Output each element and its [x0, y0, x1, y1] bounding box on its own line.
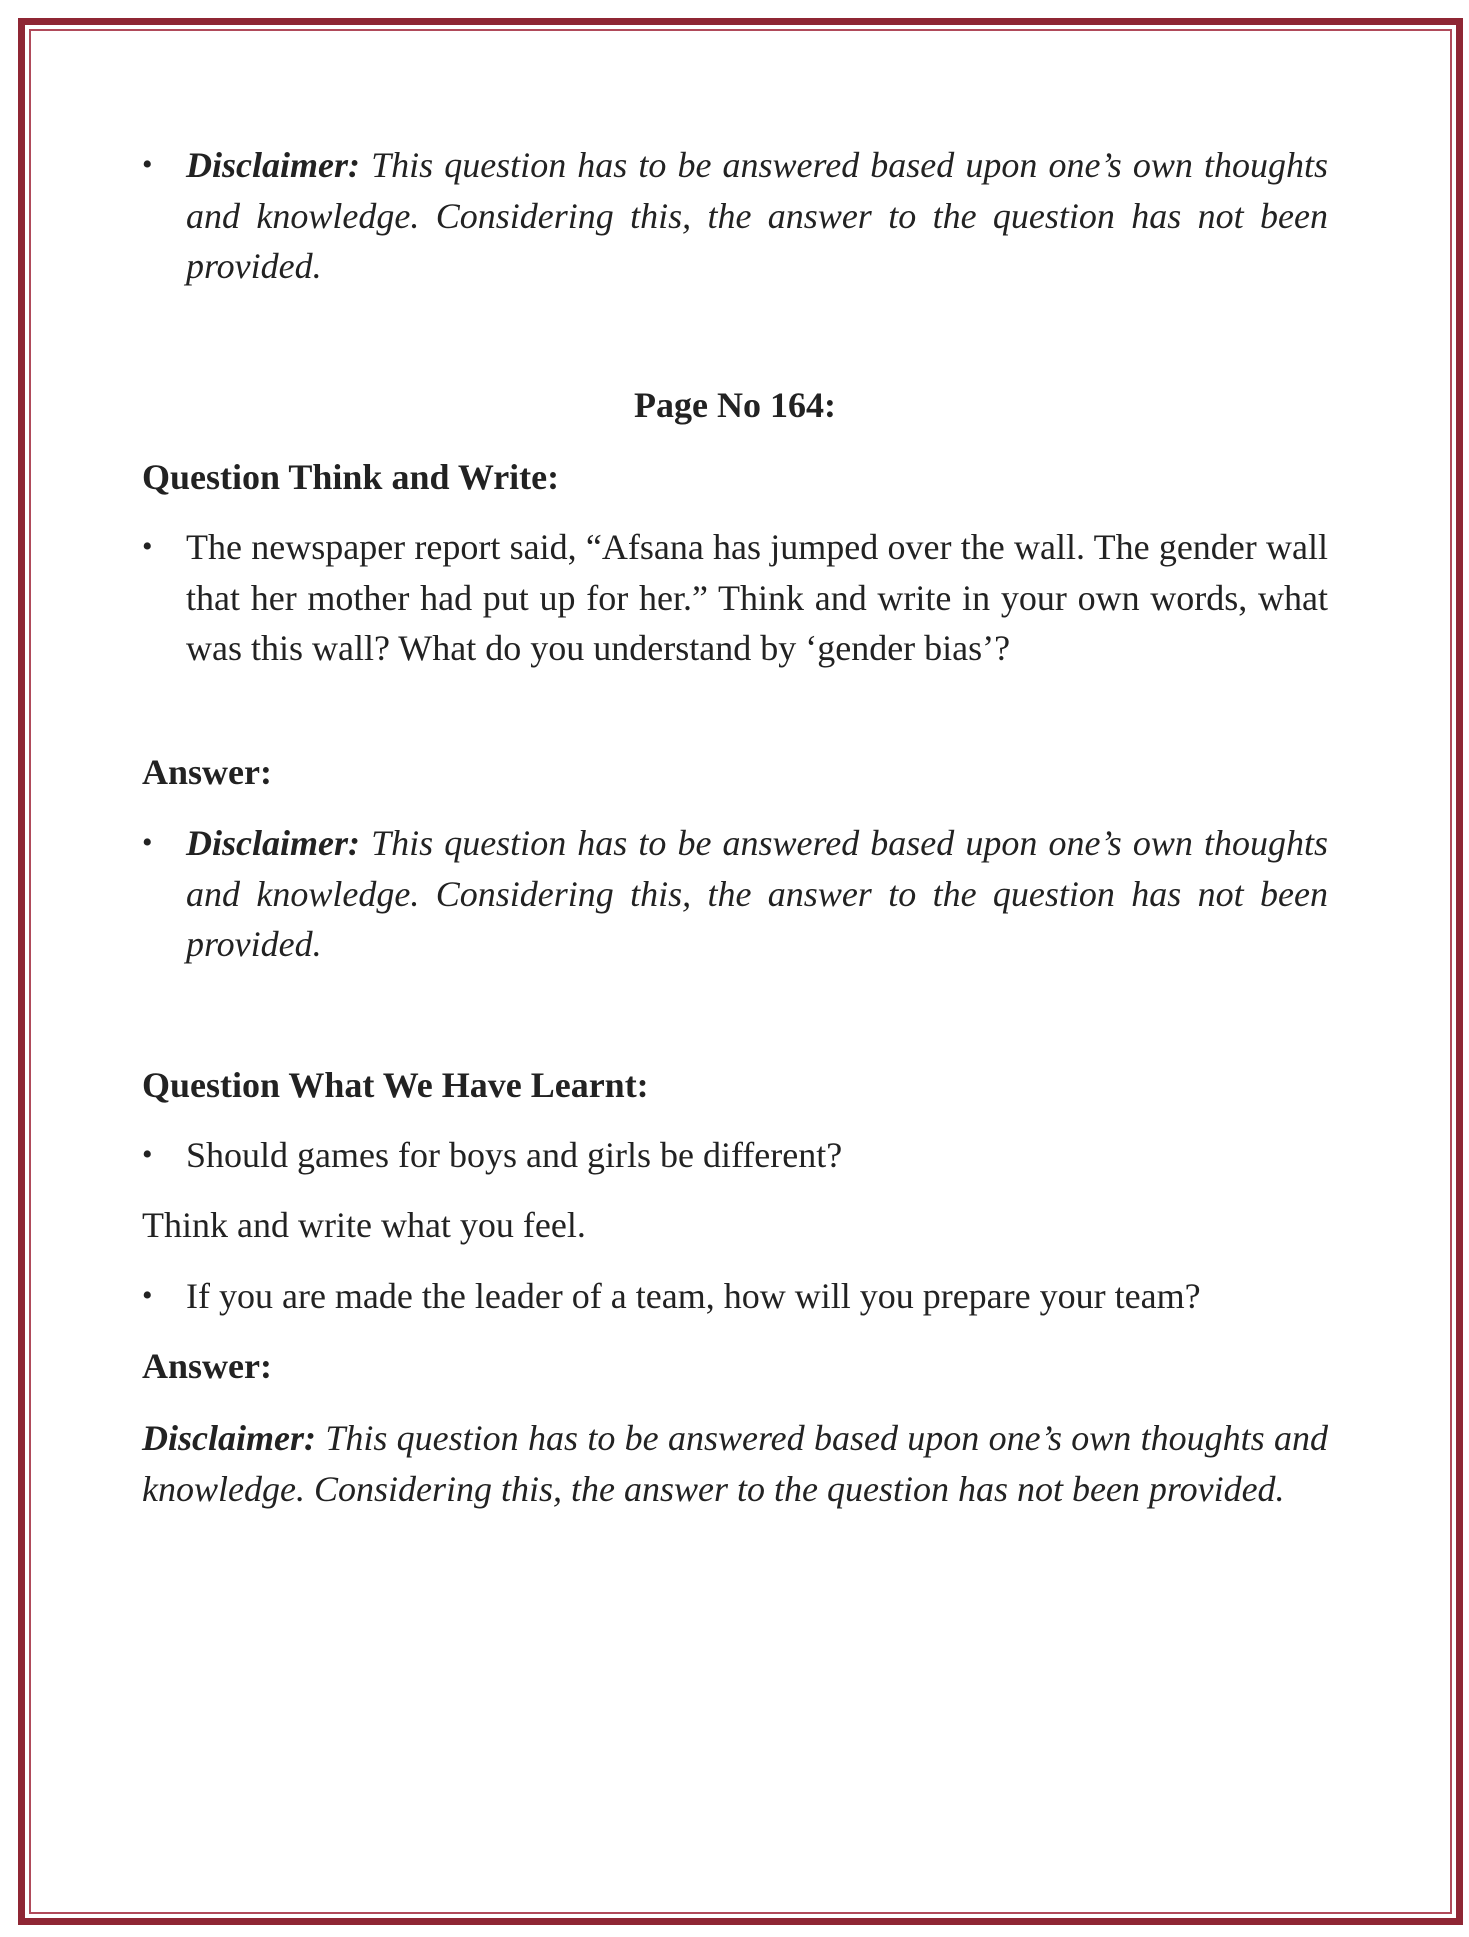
disclaimer-text: This question has to be answered based upon one’s own thoughts and knowledge. Considering this, the answer to the question has not been provided.	[186, 145, 1328, 286]
answer-disclaimer	[142, 1413, 1328, 1514]
question-text: The newspaper report said, “Afsana has jumped over the wall. The gender wall that her mother had put up for her.” Think and write in your own words, what was this wall? What do you understand by ‘gender bias’?	[186, 527, 1328, 668]
section-heading-what-we-have-learnt: Question What We Have Learnt:	[142, 1065, 649, 1105]
top-disclaimer-item	[142, 140, 1328, 292]
disclaimer-label: Disclaimer:	[186, 145, 360, 185]
question-item	[142, 1130, 1328, 1181]
bullet-icon: •	[142, 1279, 153, 1312]
disclaimer-label: Disclaimer:	[142, 1418, 316, 1458]
bullet-icon: •	[142, 530, 153, 563]
bullet-icon: •	[142, 826, 153, 859]
page-border-inner	[29, 29, 1452, 1914]
bullet-icon: •	[142, 148, 153, 181]
instruction-text: Think and write what you feel.	[142, 1205, 586, 1245]
disclaimer-text: This question has to be answered based upon one’s own thoughts and knowledge. Considering this, the answer to the question has not been provided.	[142, 1418, 1328, 1509]
bullet-icon: •	[142, 1138, 153, 1171]
section-heading-think-and-write: Question Think and Write:	[142, 457, 560, 497]
question-text: If you are made the leader of a team, how will you prepare your team?	[186, 1276, 1201, 1316]
answer-label: Answer:	[142, 752, 272, 792]
answer-disclaimer-item	[142, 818, 1328, 970]
question-item	[142, 1271, 1328, 1322]
disclaimer-text: This question has to be answered based upon one’s own thoughts and knowledge. Considering this, the answer to the question has not been provided.	[186, 823, 1328, 964]
top-disclaimer	[186, 140, 1328, 292]
question-item	[142, 522, 1328, 674]
answer-label: Answer:	[142, 1346, 272, 1386]
page-heading: Page No 164:	[634, 385, 836, 425]
answer-disclaimer	[186, 818, 1328, 970]
question-text: Should games for boys and girls be different?	[186, 1135, 843, 1175]
disclaimer-label: Disclaimer:	[186, 823, 360, 863]
